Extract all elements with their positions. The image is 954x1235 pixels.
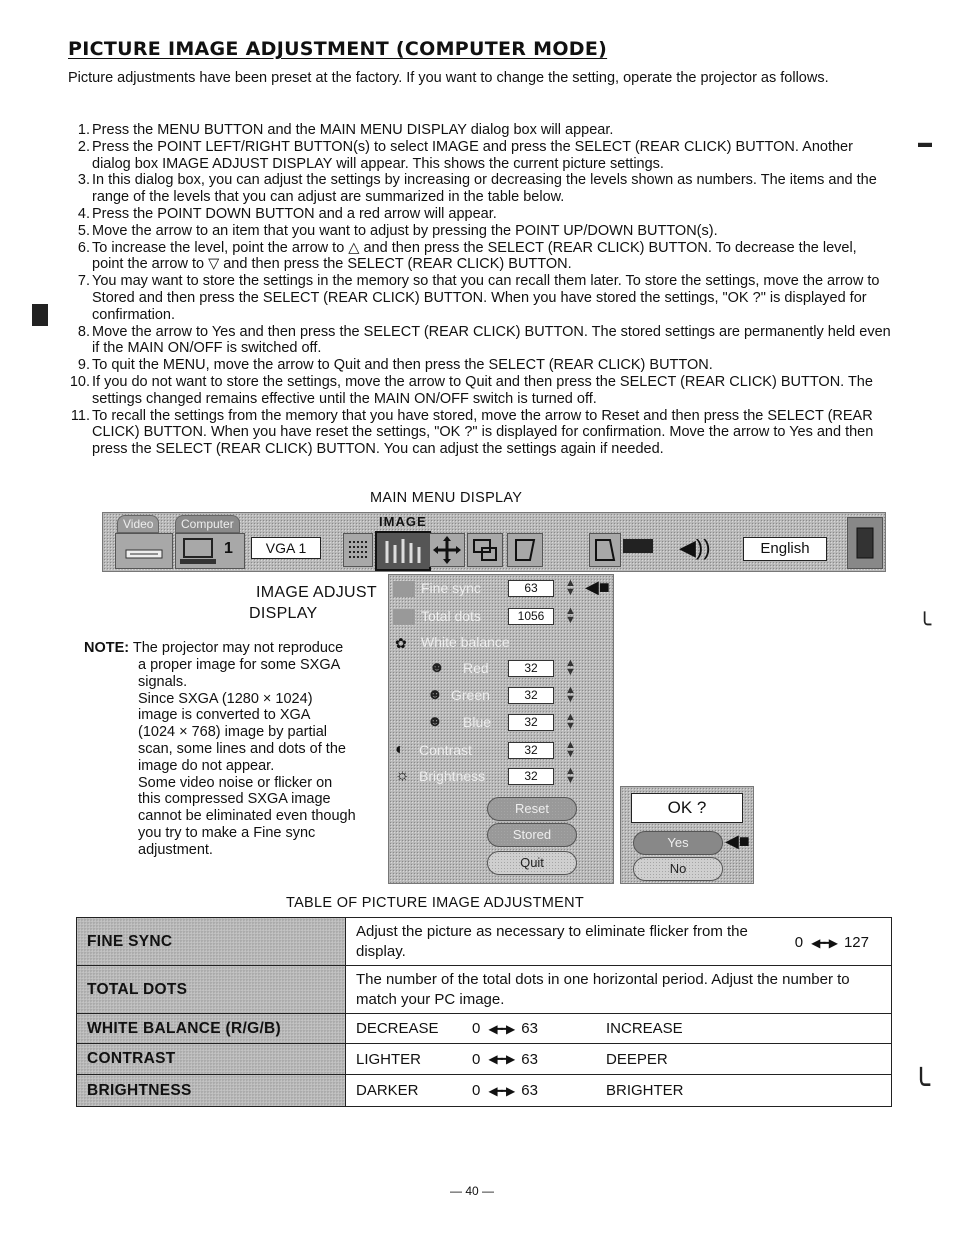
total-dots-row[interactable]: Total dots 1056 ▲ ▼ xyxy=(389,605,613,629)
red-value: 32 xyxy=(508,660,554,677)
step-item: 10. If you do not want to store the settings, move the arrow to Quit and then press the SELECT (REAR CLICK) BUTTON. The settings changed remains effective until the MAIN ON/OFF switch is turned off. xyxy=(69,373,873,407)
video-source-icon[interactable] xyxy=(115,533,173,569)
red-updown-icon[interactable]: ▲ ▼ xyxy=(565,657,576,678)
total-dots-updown-icon[interactable]: ▲ ▼ xyxy=(565,605,576,626)
row-name: TOTAL DOTS xyxy=(77,966,346,1014)
image-menu-title: IMAGE xyxy=(379,514,427,529)
blue-updown-icon[interactable]: ▲ ▼ xyxy=(565,711,576,732)
double-arrow-icon: ◀━━▶ xyxy=(488,1083,514,1098)
contrast-value: 32 xyxy=(508,742,554,759)
fine-sync-range xyxy=(795,934,869,951)
page-number: — 40 — xyxy=(450,1184,495,1198)
row-desc: Adjust the picture as necessary to eliminate flicker from the display. xyxy=(356,922,748,960)
fine-sync-value: 63 xyxy=(508,580,554,597)
steps-list xyxy=(69,122,892,458)
quit-button[interactable]: Quit xyxy=(487,851,577,875)
brightness-icon: ☼ xyxy=(395,767,410,784)
range-min: 0 xyxy=(794,934,804,951)
reset-button[interactable]: Reset xyxy=(487,797,577,821)
range-left-label: LIGHTER xyxy=(356,1050,422,1068)
fine-sync-row[interactable]: Fine sync 63 ▲ ▼ ◀■ xyxy=(389,577,613,601)
no-button[interactable]: No xyxy=(633,857,723,881)
note-line: scan, some lines and dots of the xyxy=(138,740,346,757)
range-min: 0 xyxy=(472,1020,481,1037)
lamp-icon[interactable] xyxy=(623,539,653,553)
setting-icon[interactable] xyxy=(589,533,621,567)
stored-button[interactable]: Stored xyxy=(487,823,577,847)
row-desc: The number of the total dots in one horizontal period. Adjust the number to match your PC image. xyxy=(346,966,892,1014)
quit-menu-icon[interactable] xyxy=(847,517,883,569)
main-menu-bar xyxy=(102,512,886,572)
screen-icon[interactable] xyxy=(467,533,503,567)
note-line: image is converted to XGA xyxy=(138,707,311,724)
table-row xyxy=(77,966,892,1014)
red-icon: ☻ xyxy=(429,659,445,676)
ok-confirm-dialog xyxy=(620,786,754,884)
language-display[interactable]: English xyxy=(743,537,827,561)
step-item: 1. Press the MENU BUTTON and the MAIN MENU DISPLAY dialog box will appear. xyxy=(77,122,614,138)
note-line: image do not appear. xyxy=(138,757,275,774)
range-left-label: DARKER xyxy=(356,1082,419,1099)
step-item: 5. Move the arrow to an item that you want to adjust by pressing the POINT UP/DOWN BUTTON(s). xyxy=(77,222,718,239)
step-item: 3. In this dialog box, you can adjust the settings by increasing or decreasing the levels shown as numbers. The items and the range of the levels that you can adjust are summarized in the table below. xyxy=(77,172,877,206)
main-menu-caption: MAIN MENU DISPLAY xyxy=(370,490,523,506)
image-adjust-icon[interactable] xyxy=(375,531,431,571)
table-row xyxy=(77,1044,892,1075)
note-line: (1024 × 768) image by partial xyxy=(138,724,328,741)
keystone-icon[interactable] xyxy=(507,533,543,567)
table-row xyxy=(77,918,892,966)
note-line: adjustment. xyxy=(138,841,213,858)
table-row xyxy=(77,1014,892,1044)
image-adjust-caption-2: DISPLAY xyxy=(249,605,318,622)
range-right-label: INCREASE xyxy=(606,1020,683,1037)
input-number: 1 xyxy=(224,540,233,557)
range-right-label: DEEPER xyxy=(606,1050,668,1068)
contrast-row[interactable]: ◐ Contrast 32 ▲ ▼ xyxy=(395,739,576,760)
table-caption: TABLE OF PICTURE IMAGE ADJUSTMENT xyxy=(286,895,585,911)
scan-mark: ╰ xyxy=(918,612,932,637)
pattern-icon[interactable] xyxy=(343,533,373,567)
image-adjust-panel xyxy=(388,574,614,884)
step-item: 6. To increase the level, point the arrow to △ and then press the SELECT (REAR CLICK) BUTTON. To decrease the level, point the arrow to ▽ and then press the SELECT (REAR CLICK) BUTTON. xyxy=(77,239,857,273)
blue-row[interactable]: ☻ Blue 32 ▲ ▼ xyxy=(427,711,576,732)
note-label: NOTE: xyxy=(84,640,130,656)
note-line: cannot be eliminated even though xyxy=(138,808,356,825)
intro-paragraph: Picture adjustments have been preset at the factory. If you want to change the setting, operate the projector as follows. xyxy=(68,70,829,86)
note-line: this compressed SXGA image xyxy=(138,791,331,808)
step-item: 8. Move the arrow to Yes and then press the SELECT (REAR CLICK) BUTTON. The stored settings are permanently held even if the MAIN ON/OFF is switched off. xyxy=(77,323,891,357)
green-row[interactable]: ☻ Green 32 ▲ ▼ xyxy=(427,684,576,705)
scan-mark: ▬ xyxy=(918,134,932,150)
table-row xyxy=(77,1075,892,1107)
range-left-label: DECREASE xyxy=(356,1020,439,1037)
green-updown-icon[interactable]: ▲ ▼ xyxy=(565,684,576,705)
brightness-row[interactable]: ☼ Brightness 32 ▲ ▼ xyxy=(395,765,576,786)
sound-icon[interactable]: ◀)) xyxy=(679,535,711,560)
blue-icon: ☻ xyxy=(427,713,443,730)
yes-button[interactable]: Yes xyxy=(633,831,723,855)
range-max: 63 xyxy=(521,1020,538,1037)
red-row[interactable]: ☻ Red 32 ▲ ▼ xyxy=(429,657,576,678)
brightness-value: 32 xyxy=(508,768,554,785)
row-name: FINE SYNC xyxy=(77,918,346,966)
image-adjust-caption: IMAGE ADJUST xyxy=(256,584,377,601)
white-balance-icon: ✿ xyxy=(395,635,407,651)
tab-computer[interactable]: Computer xyxy=(175,515,240,533)
tab-video[interactable]: Video xyxy=(117,515,159,533)
double-arrow-icon: ◀━━▶ xyxy=(488,1052,514,1066)
note-line: a proper image for some SXGA xyxy=(138,657,341,673)
total-dots-value: 1056 xyxy=(508,608,554,625)
step-item: 2. Press the POINT LEFT/RIGHT BUTTON(s) to select IMAGE and press the SELECT (REAR CLICK) BUTTON. Another dialog box IMAGE ADJUST DISPLAY will appear. This shows the current picture settings. xyxy=(77,138,853,172)
total-dots-icon xyxy=(393,609,415,625)
note-body xyxy=(138,657,382,859)
page-title: PICTURE IMAGE ADJUSTMENT (COMPUTER MODE) xyxy=(68,38,608,60)
step-item: 11. To recall the settings from the memory that you have stored, move the arrow to Reset and then press the SELECT (REAR CLICK) BUTTON. When you have reset the settings, "OK ?" is displayed for confirmation. Move the arrow to Yes and then press the SELECT (REAR CLICK) BUTTON. You can adjust the settings again if needed. xyxy=(70,407,874,458)
red-pointer-arrow-icon: ◀■ xyxy=(725,831,750,851)
fine-sync-updown-icon[interactable]: ▲ ▼ xyxy=(565,577,576,598)
range-min: 0 xyxy=(472,1082,481,1099)
brightness-updown-icon[interactable]: ▲ ▼ xyxy=(565,765,576,786)
range-max: 63 xyxy=(521,1050,538,1068)
note-line: signals. xyxy=(138,673,188,690)
step-item: 7. You may want to store the settings in the memory so that you can recall them later. To store the settings, move the arrow to Stored and then press the SELECT (REAR CLICK) BUTTON. When you have stored the settings, "OK ?" is displayed for confirmation. xyxy=(77,273,880,323)
step-item: 9. To quit the MENU, move the arrow to Quit and then press the SELECT (REAR CLICK) BUTTON. xyxy=(77,357,713,374)
note-block xyxy=(84,640,384,657)
row-name: WHITE BALANCE (R/G/B) xyxy=(77,1014,346,1044)
blue-value: 32 xyxy=(508,714,554,731)
green-value: 32 xyxy=(508,687,554,704)
contrast-icon: ◐ xyxy=(395,741,405,758)
adjustment-table xyxy=(76,917,892,1107)
section-tab-marker xyxy=(32,304,48,326)
red-pointer-arrow-icon: ◀■ xyxy=(585,577,610,597)
scan-mark: ╰ xyxy=(912,1069,931,1102)
range-min: 0 xyxy=(472,1050,481,1068)
double-arrow-icon: ◀━━▶ xyxy=(488,1021,514,1036)
row-name: CONTRAST xyxy=(77,1044,346,1075)
vga-mode-display: VGA 1 xyxy=(251,537,321,559)
white-balance-row[interactable]: ✿ White balance xyxy=(395,634,510,651)
note-line: The projector may not reproduce xyxy=(132,640,344,656)
range-right-label: BRIGHTER xyxy=(606,1082,684,1099)
note-line: Since SXGA (1280 × 1024) xyxy=(138,690,313,707)
contrast-updown-icon[interactable]: ▲ ▼ xyxy=(565,739,576,760)
fine-sync-icon xyxy=(393,581,415,597)
note-line: Some video noise or flicker on xyxy=(138,774,333,791)
green-icon: ☻ xyxy=(427,686,443,703)
range-max: 127 xyxy=(843,934,869,951)
double-arrow-icon: ◀━━▶ xyxy=(811,935,836,950)
note-line: you try to make a Fine sync xyxy=(138,824,316,841)
row-name: BRIGHTNESS xyxy=(77,1075,346,1107)
position-icon[interactable] xyxy=(429,533,465,567)
computer-source-icon[interactable] xyxy=(175,533,245,569)
step-item: 4. Press the POINT DOWN BUTTON and a red arrow will appear. xyxy=(77,205,497,222)
range-max: 63 xyxy=(521,1082,538,1099)
ok-prompt: OK ? xyxy=(631,793,743,823)
